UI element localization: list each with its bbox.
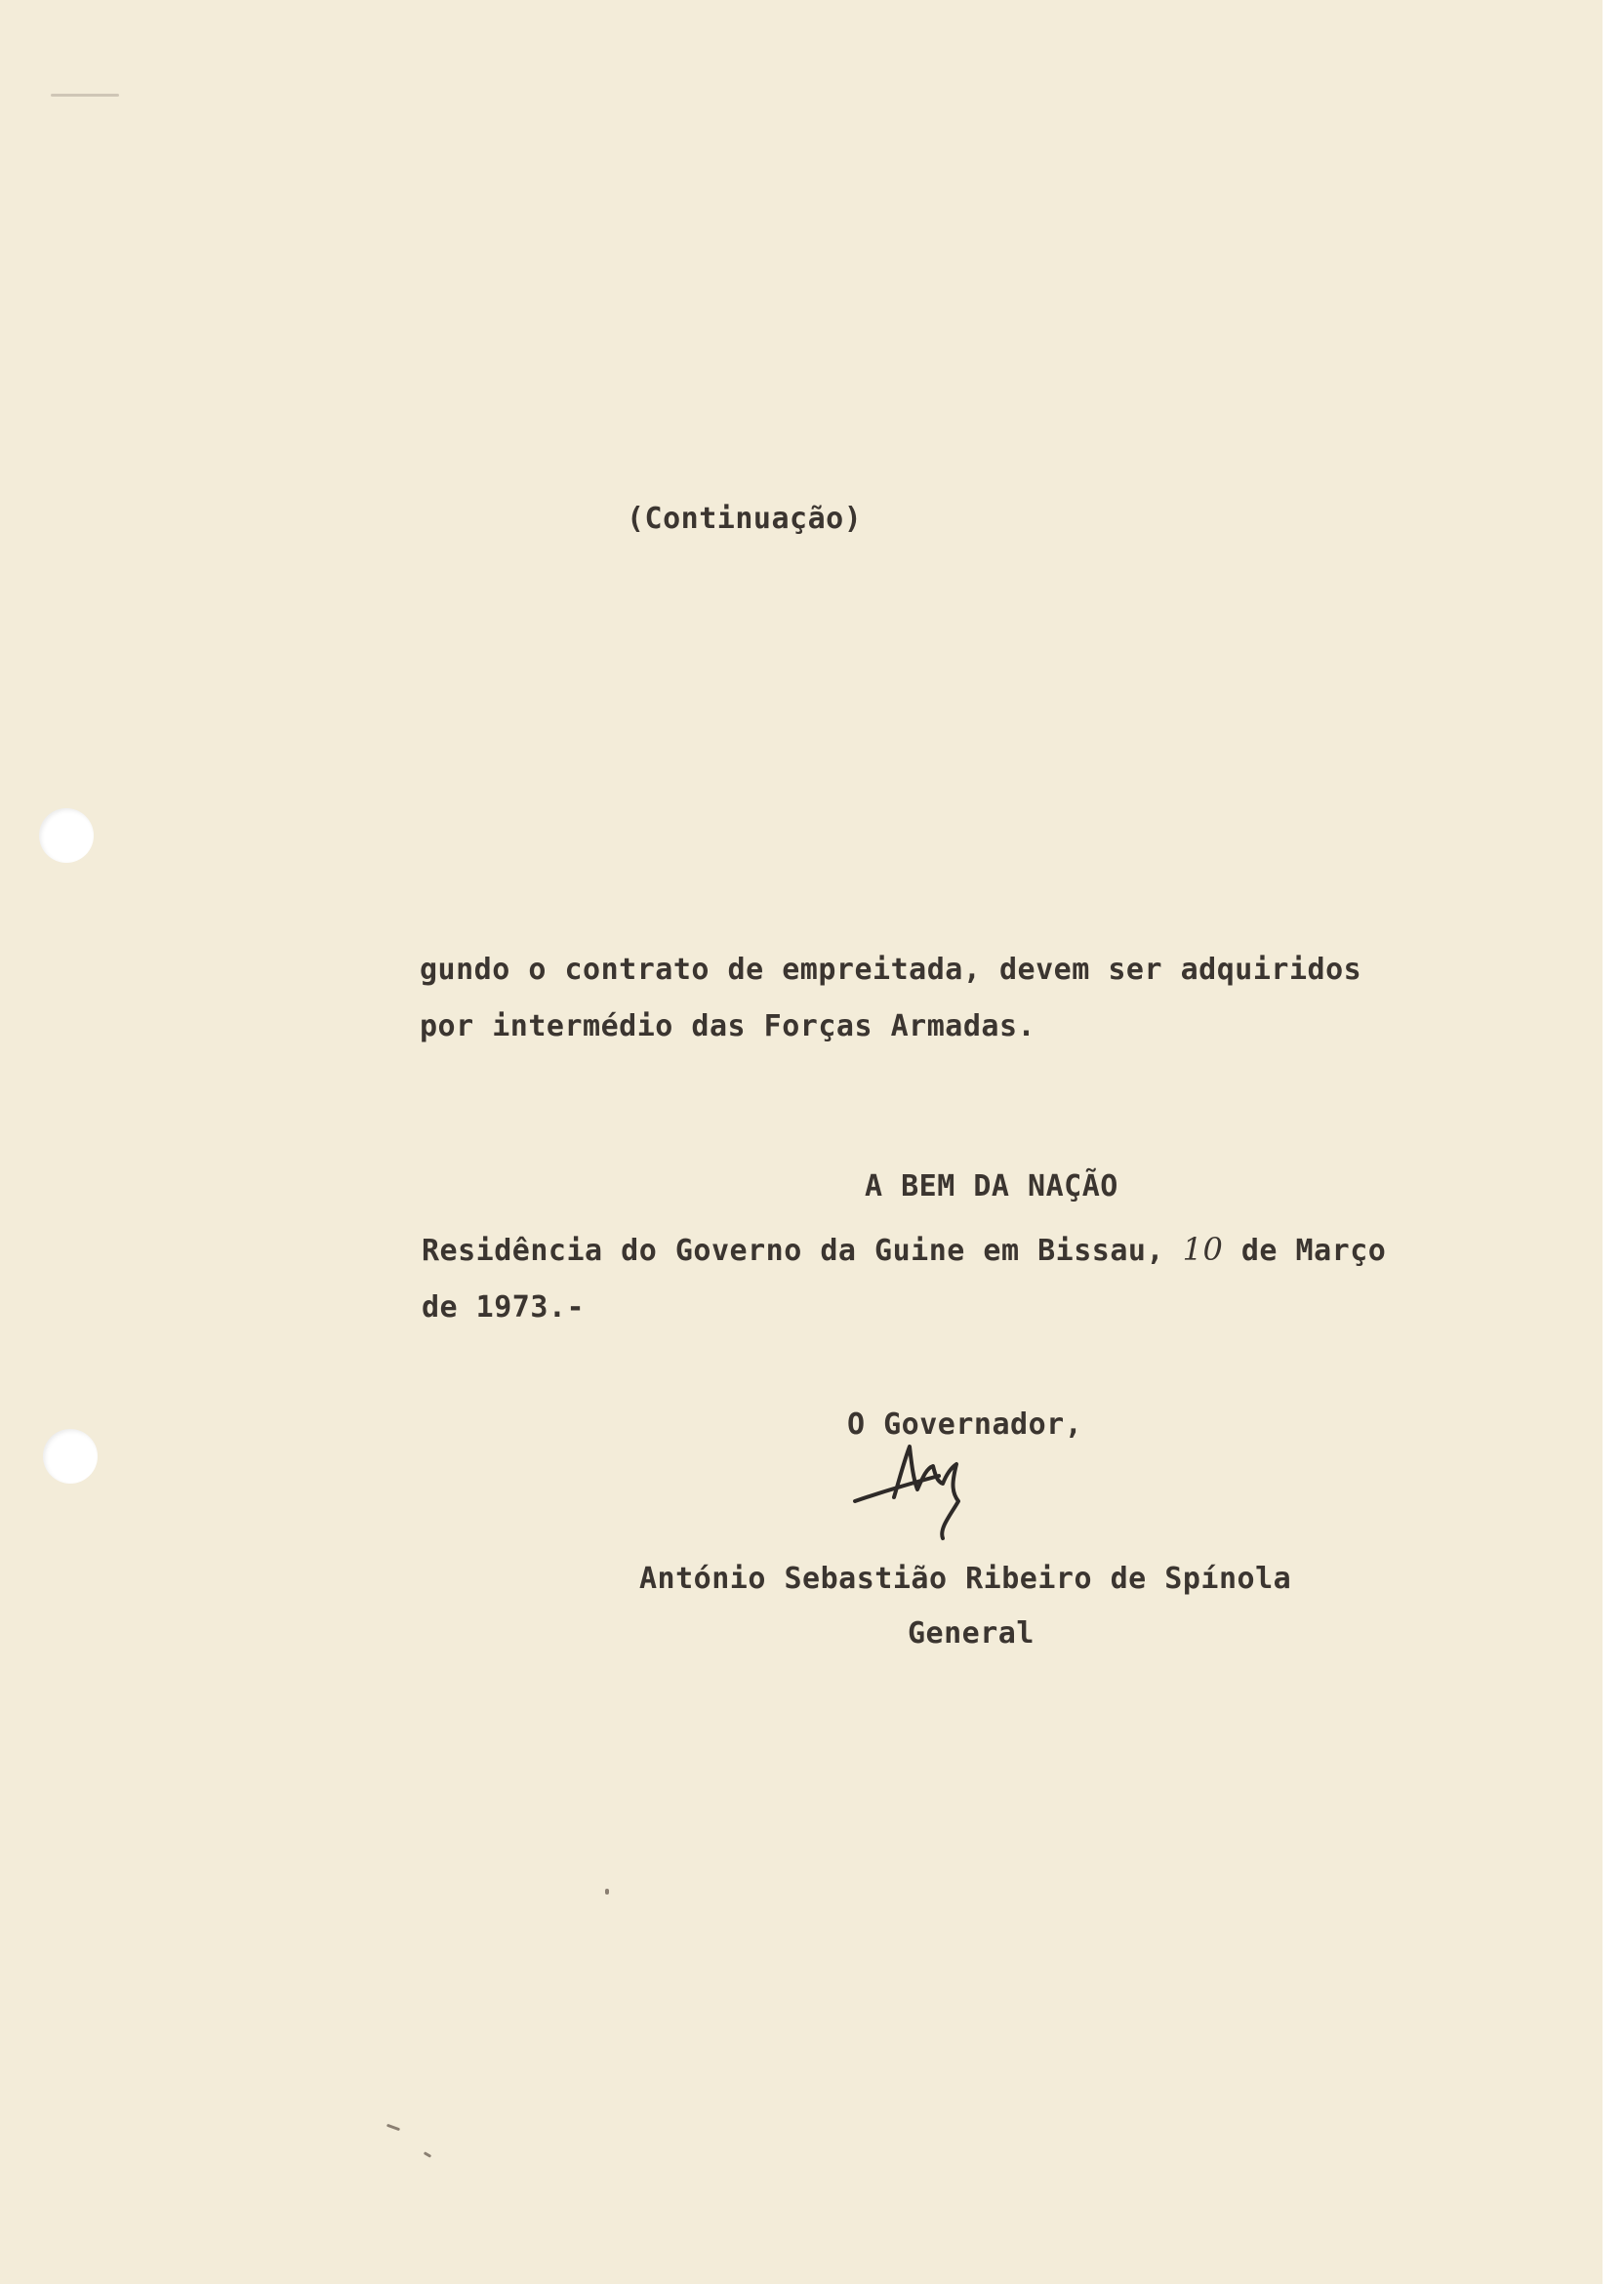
signature-mark [849,1441,986,1548]
continuation-heading: (Continuação) [627,502,863,536]
paper-speck [605,1889,609,1895]
closing-motto: A BEM DA NAÇÃO [865,1169,1118,1203]
place-date-suffix: de Março [1223,1234,1387,1268]
paper-speck [424,2151,431,2158]
body-line-1: gundo o contrato de empreitada, devem ser adquiridos [420,953,1362,987]
place-date-line-2: de 1973.- [422,1290,586,1325]
signatory-rank: General [908,1616,1035,1651]
punch-hole-bottom [43,1429,98,1484]
body-line-2: por intermédio das Forças Armadas. [420,1009,1036,1043]
paper-speck [51,94,119,97]
handwritten-day: 10 [1182,1231,1224,1268]
place-date-line-1 [422,1230,1386,1271]
punch-hole-top [39,808,94,863]
signatory-title: O Governador, [847,1407,1083,1442]
page-edge [1603,0,1624,2284]
signatory-name: António Sebastião Ribeiro de Spínola [639,1562,1292,1596]
paper-speck [386,2124,400,2132]
place-date-prefix: Residência do Governo da Guine em Bissau, [422,1234,1183,1268]
